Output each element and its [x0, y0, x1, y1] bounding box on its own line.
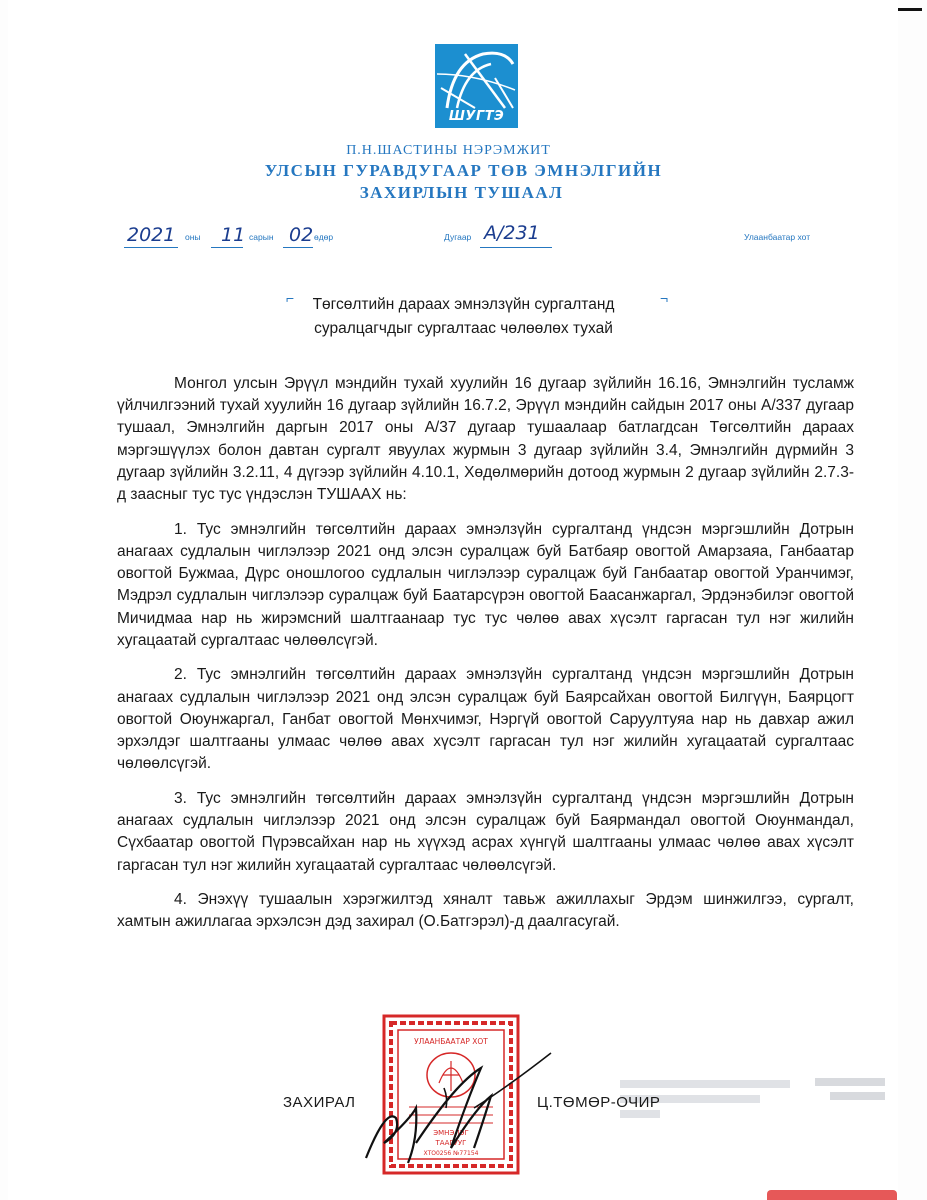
- header-top-line: П.Н.ШАСТИНЫ НЭРЭМЖИТ: [346, 143, 551, 158]
- header-title: ЗАХИРЛЫН ТУШААЛ: [359, 183, 564, 202]
- number-label: Дугаар: [444, 232, 472, 242]
- scan-corner-mark: [898, 8, 922, 11]
- order-body: [117, 373, 854, 946]
- signature-name: Ц.ТӨМӨР-ОЧИР: [537, 1094, 661, 1111]
- year-value: 2021: [127, 224, 176, 246]
- order-item-1: 1. Тус эмнэлгийн төгсөлтийн дараах эмнэлзүйн сургалтанд үндсэн мэргэшлийн Дотрын анагаах судлалын чиглэлээр 2021 онд элсэн суралцаж буй Батбаяр овогтой Амарзаяа, Ганбаатар овогтой Бужмаа, Дүрс оношлогоо судлалын чиглэлээр суралцаж буй Ганбаатар овогтой Уранчимэг, Мэдрэл судлалын чиглэлээр суралцаж буй Баатарсүрэн овогтой Баасанжаргал, Эрдэнэбилэг овогтой Мичидмаа нар нь жирэмсний шалтгаанаар тус тус чөлөө авах хүсэлт гаргасан тул нэг жилийн хугацаатай сургалтаас чөлөөлсүгэй.: [117, 520, 854, 649]
- bleed-through-marks: [815, 1078, 885, 1100]
- day-label: өдөр: [314, 232, 334, 242]
- subject-heading: [0, 293, 927, 341]
- order-item-4: 4. Энэхүү тушаалын хэрэгжилтэд хяналт тавьж ажиллахыг Эрдэм шинжилгээ, сургалт, хамтын ажиллагаа эрхэлсэн дэд захирал (О.Батгэрэл)-д даалгасугай.: [117, 891, 854, 931]
- number-value: А/231: [484, 222, 540, 244]
- svg-text:ЭМНЭЛЭГ: ЭМНЭЛЭГ: [433, 1129, 469, 1137]
- month-value: 11: [221, 224, 246, 246]
- header-main-line: УЛСЫН ГУРАВДУГААР ТӨВ ЭМНЭЛГИЙН: [264, 161, 663, 180]
- red-number-fragment: [767, 1190, 897, 1200]
- year-label: оны: [185, 232, 201, 242]
- logo-text: ШУГТЭ: [448, 109, 505, 124]
- signature-title: ЗАХИРАЛ: [283, 1094, 356, 1111]
- subject-line-2: суралцагчдыг сургалтаас чөлөөлөх тухай: [314, 320, 613, 337]
- subject-bracket-right: ¬: [660, 290, 669, 306]
- order-item-2: 2. Тус эмнэлгийн төгсөлтийн дараах эмнэлзүйн сургалтанд үндсэн мэргэшлийн Дотрын анагаах судлалын чиглэлээр 2021 онд элсэн суралцаж буй Баярсайхан овогтой Билгүүн, Баярцогт овогтой Оюунжаргал, Ганбат овогтой Мөнхчимэг, Нэргүй овогтой Саруултуяа нар нь давхар ажил эрхэлдэг шалтгааны улмаас чөлөө авах хүсэлт гаргасан тул нэг жилийн хугацаатай сургалтаас чөлөөлсүгэй.: [117, 666, 854, 773]
- subject-line-1: Төгсөлтийн дараах эмнэлзүйн сургалтанд: [312, 296, 615, 313]
- handwritten-signature: [356, 1048, 556, 1168]
- hospital-logo: [435, 44, 518, 128]
- intro-paragraph: Монгол улсын Эрүүл мэндийн тухай хуулийн 16 дугаар зүйлийн 16.16, Эмнэлгийн тусламж үйлчилгээний тухай хуулийн 16 дугаар зүйлийн 16.7.2, Эрүүл мэндийн сайдын 2017 оны А/337 дугаар тушаал, Эмнэлгийн даргын 2017 оны А/37 дугаар тушаалаар батлагдсан Төгсөлтийн дараах мэргэшүүлэх болон давтан сургалт явуулах журмын 3 дугаар зүйлийн 3.4, Эмнэлгийн дүрмийн 3 дугаар зүйлийн 3.2.11, 4 дүгээр зүйлийн 4.10.1, Хөдөлмөрийн дотоод журмын 2 дугаар зүйлийн 2.7.3-д заасныг тус тус үндэслэн ТУШААХ нь:: [117, 375, 854, 504]
- subject-bracket-left: ⌐: [286, 290, 295, 306]
- order-item-3: 3. Тус эмнэлгийн төгсөлтийн дараах эмнэлзүйн сургалтанд үндсэн мэргэшлийн Дотрын анагаах судлалын чиглэлээр 2021 онд элсэн суралцаж буй Баярмандал овогтой Оюунмандал, Сүхбаатар овогтой Пүрэвсайхан нар нь хүүхэд асрах хүнгүй шалтгааны улмаас чөлөө авах хүсэлт гаргасан тул нэг жилийн хугацаатай сургалтаас чөлөөлсүгэй.: [117, 789, 854, 874]
- svg-text:ХТО0256 №77154: ХТО0256 №77154: [423, 1150, 479, 1157]
- svg-text:ТААГУУГ: ТААГУУГ: [435, 1139, 467, 1147]
- city-label: Улаанбаатар хот: [744, 232, 811, 242]
- day-value: 02: [289, 224, 314, 246]
- month-label: сарын: [249, 232, 274, 242]
- svg-text:УЛААНБААТАР ХОТ: УЛААНБААТАР ХОТ: [414, 1037, 488, 1046]
